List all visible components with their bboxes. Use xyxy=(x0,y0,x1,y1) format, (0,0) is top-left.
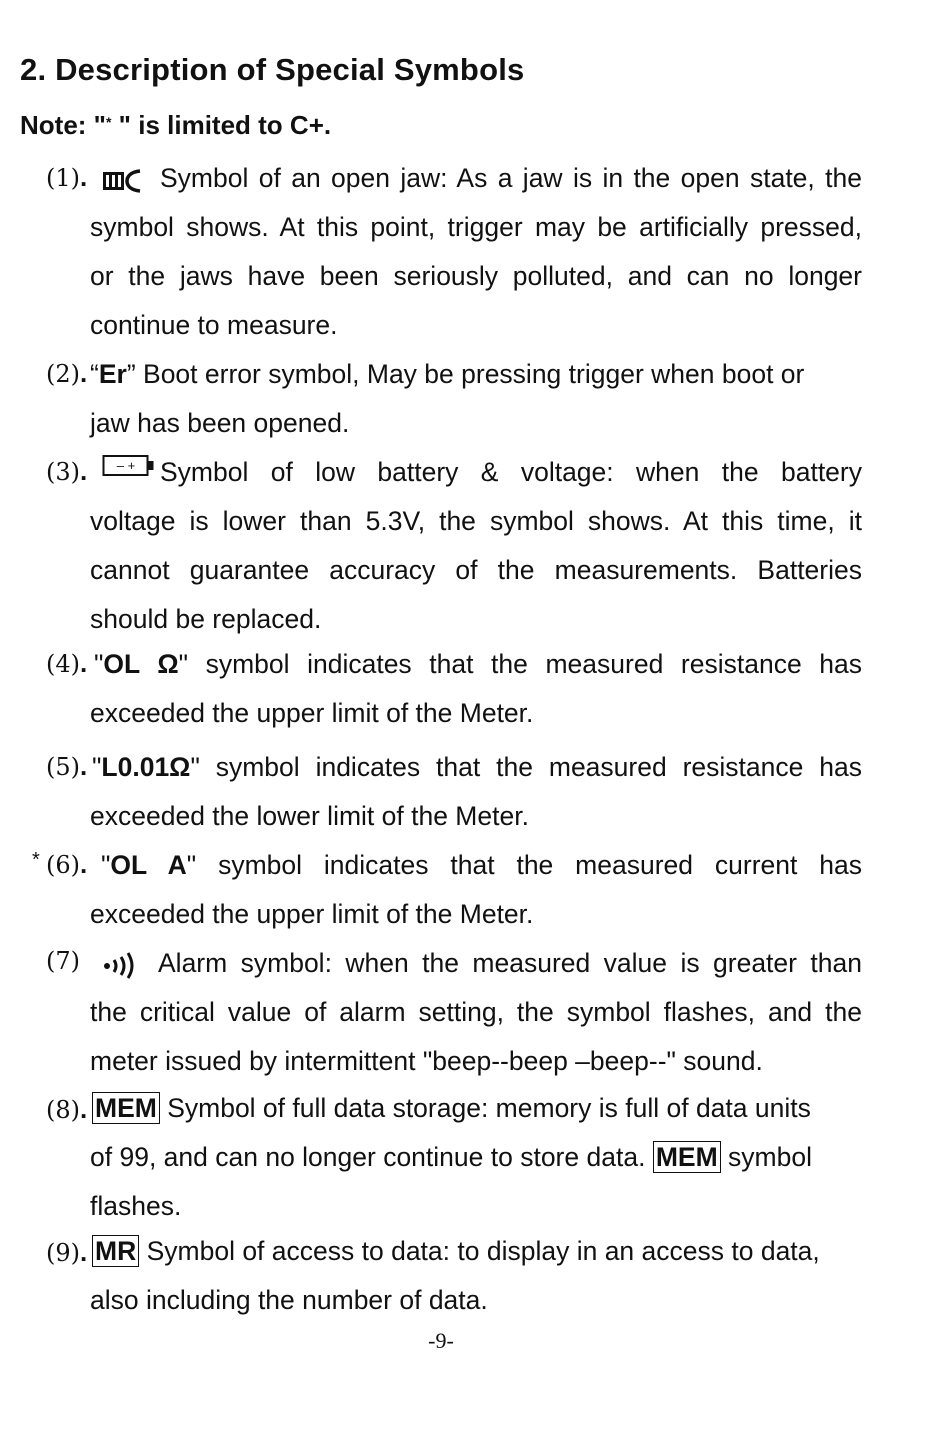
mem-symbol: MEM xyxy=(92,1092,160,1124)
item-5-line-1: "L0.01Ω" symbol indicates that the measured resistance has xyxy=(92,752,862,782)
item-number: (9). xyxy=(46,1237,88,1267)
item-9-line-1: MR Symbol of access to data: to display in an access to data, xyxy=(92,1236,864,1266)
item-8-line-1: MEM Symbol of full data storage: memory is full of data units xyxy=(92,1093,864,1123)
item-5-line-2: exceeded the lower limit of the Meter. xyxy=(90,801,529,831)
item-1-line-3: or the jaws have been seriously polluted, and can no longer xyxy=(90,261,862,291)
item-2-line-1: “Er” Boot error symbol, May be pressing trigger when boot or xyxy=(90,359,805,389)
item-8-line-3: flashes. xyxy=(90,1191,182,1221)
item-3-line-1: Symbol of low battery & voltage: when the battery xyxy=(160,457,862,487)
item-1-line-2: symbol shows. At this point, trigger may be artificially pressed, xyxy=(90,212,862,242)
item-number: (5). xyxy=(46,751,88,781)
item-number: (7) xyxy=(46,947,80,975)
item-3-line-2: voltage is lower than 5.3V, the symbol shows. At this time, it xyxy=(90,506,862,536)
item-6-line-2: exceeded the upper limit of the Meter. xyxy=(90,899,534,929)
low-ohm-symbol: L0.01Ω xyxy=(101,752,191,782)
item-8-line-2: of 99, and can no longer continue to store data. MEM symbol xyxy=(90,1142,812,1172)
ol-amp-symbol: OL A xyxy=(110,850,187,880)
note-prefix: Note: " xyxy=(20,110,106,140)
item-7-line-3: meter issued by intermittent "beep--beep –beep--" sound. xyxy=(90,1046,763,1076)
item-3-line-4: should be replaced. xyxy=(90,604,322,634)
open-jaw-icon xyxy=(102,168,144,194)
item-number: (2). xyxy=(46,358,88,388)
mr-symbol: MR xyxy=(92,1235,139,1267)
note-suffix: " is limited to C+. xyxy=(111,110,332,140)
item-number: (1). xyxy=(46,162,88,192)
item-number: (6). xyxy=(46,849,88,879)
item-1-line-1: Symbol of an open jaw: As a jaw is in the open state, the xyxy=(160,163,862,193)
mem-symbol-2: MEM xyxy=(653,1141,721,1173)
item-number: (8). xyxy=(46,1094,88,1124)
item-4-line-1: "OL Ω" symbol indicates that the measured resistance has xyxy=(94,649,862,679)
item-2-line-2: jaw has been opened. xyxy=(90,408,350,438)
item-7-line-1: Alarm symbol: when the measured value is greater than xyxy=(158,948,862,978)
item-7-line-2: the critical value of alarm setting, the symbol flashes, and the xyxy=(90,997,862,1027)
item-9-line-2: also including the number of data. xyxy=(90,1285,488,1315)
item-4-line-2: exceeded the upper limit of the Meter. xyxy=(90,698,534,728)
low-battery-icon xyxy=(102,454,158,480)
item-3-line-3: cannot guarantee accuracy of the measurements. Batteries xyxy=(90,555,862,585)
item-number: (4). xyxy=(46,648,88,678)
item-number: (3). xyxy=(46,456,88,486)
ol-ohm-symbol: OL Ω xyxy=(103,649,179,679)
svg-text:– +: – + xyxy=(116,458,136,473)
item-6-line-1: "OL A" symbol indicates that the measured current has xyxy=(101,850,862,880)
note-line xyxy=(20,110,331,141)
page-number: -9- xyxy=(428,1328,454,1353)
note-star: * xyxy=(106,114,112,130)
section-title: 2. Description of Special Symbols xyxy=(20,52,525,87)
item-1-line-4: continue to measure. xyxy=(90,310,338,340)
alarm-icon xyxy=(102,949,142,979)
er-symbol: Er xyxy=(98,359,127,389)
c-plus-star: * xyxy=(32,849,40,871)
